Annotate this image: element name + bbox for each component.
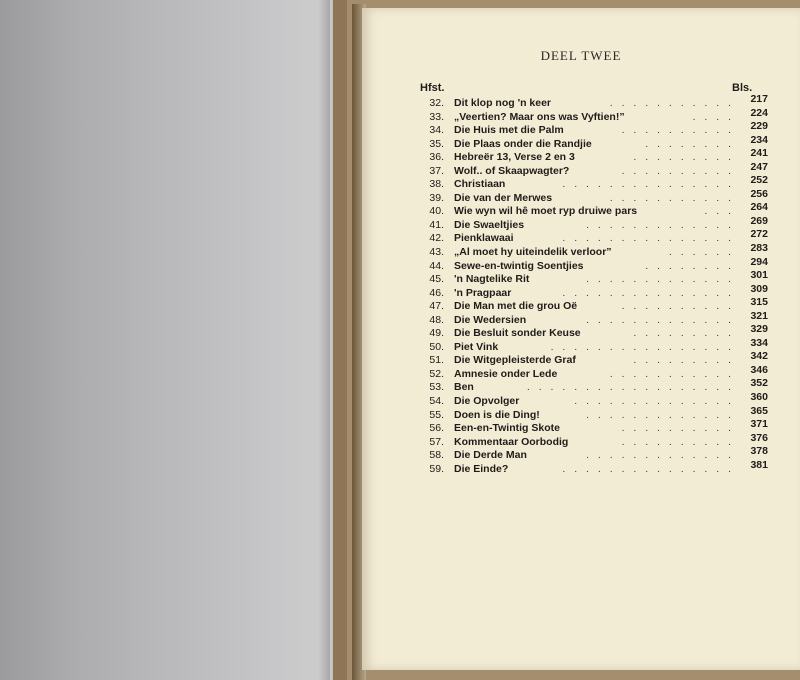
chapter-number: 51. — [429, 354, 444, 367]
page-number: 346 — [750, 363, 768, 376]
chapter-title: Ben — [454, 381, 474, 394]
chapter-title: Die Besluit sonder Keuse — [454, 327, 581, 340]
toc-entry — [418, 120, 768, 137]
chapter-title: Die Man met die grou Oë — [454, 300, 578, 313]
chapter-title: Sewe-en-twintig Soentjies — [454, 259, 584, 272]
chapter-title: Hebreër 13, Verse 2 en 3 — [454, 151, 575, 164]
page-number: 378 — [750, 445, 768, 458]
page-number: 229 — [750, 120, 768, 133]
toc-entry — [418, 242, 768, 259]
dot-leader: . . . — [704, 205, 734, 218]
page-number: 342 — [750, 350, 768, 363]
chapter-title: Die Huis met die Palm — [454, 124, 564, 137]
chapter-title: Een-en-Twintig Skote — [454, 422, 560, 435]
chapter-number: 34. — [429, 124, 444, 137]
page-column-header: Bls. — [732, 82, 753, 94]
page-number: 224 — [750, 106, 768, 119]
toc-entry — [418, 93, 768, 110]
toc-entry — [418, 228, 768, 245]
dot-leader: . . . . — [692, 110, 734, 123]
dot-leader: . . . . . . . . . . . . . . . — [562, 462, 734, 475]
chapter-number: 46. — [429, 286, 444, 299]
page-number: 352 — [750, 377, 768, 390]
toc-entry — [418, 106, 768, 124]
page-heading: DEEL TWEE — [540, 48, 622, 63]
toc-entry — [418, 418, 768, 435]
chapter-title: 'n Nagtelike Rit — [454, 273, 530, 286]
chapter-title: Die Einde? — [454, 462, 509, 475]
dot-leader: . . . . . . — [668, 246, 734, 259]
dot-leader: . . . . . . . . . . . . . — [586, 273, 734, 286]
chapter-title: Doen is die Ding! — [454, 408, 540, 421]
chapter-number: 40. — [429, 205, 444, 218]
chapter-title: Die Plaas onder die Randjie — [454, 137, 592, 150]
page-number: 371 — [750, 418, 768, 431]
page-number: 376 — [750, 431, 768, 444]
chapter-number: 43. — [429, 246, 444, 259]
toc-entry — [418, 391, 768, 408]
chapter-number: 33. — [429, 110, 444, 123]
toc-entry — [418, 187, 768, 205]
toc-entry — [418, 147, 768, 164]
dot-leader: . . . . . . . . . . . . . . . . — [550, 340, 734, 353]
page-number: 365 — [750, 404, 768, 417]
chapter-number: 35. — [429, 137, 444, 150]
chapter-title: 'n Pragpaar — [454, 286, 512, 299]
toc-entry — [418, 133, 768, 151]
page-number: 256 — [750, 187, 768, 200]
chapter-number: 54. — [429, 395, 444, 408]
chapter-number: 39. — [429, 191, 444, 204]
chapter-number: 45. — [429, 273, 444, 286]
chapter-number: 52. — [429, 367, 444, 380]
page-number: 234 — [750, 133, 768, 146]
dot-leader: . . . . . . . . . . . . . . . . . . — [526, 381, 734, 394]
chapter-number: 47. — [429, 300, 444, 313]
chapter-title: Die Wedersien — [454, 313, 527, 326]
dot-leader: . . . . . . . . . . . . . — [586, 408, 734, 421]
chapter-number: 53. — [429, 381, 444, 394]
chapter-number: 49. — [429, 327, 444, 340]
toc-entry — [418, 309, 768, 327]
toc-entry — [418, 255, 768, 273]
page-number: 283 — [750, 242, 768, 255]
page-number: 301 — [750, 269, 768, 282]
chapter-number: 32. — [429, 97, 444, 109]
toc-entry — [418, 296, 768, 313]
page-number: 381 — [750, 458, 768, 471]
chapter-title: Die Opvolger — [454, 395, 520, 408]
toc-entry — [418, 363, 768, 381]
chapter-title: Amnesie onder Lede — [454, 367, 558, 380]
chapter-title: Die Swaeltjies — [454, 218, 525, 231]
toc-entry — [418, 201, 768, 218]
page-number: 334 — [750, 336, 768, 349]
chapter-number: 59. — [429, 462, 444, 475]
dot-leader: . . . . . . . . . . . . . — [586, 449, 734, 462]
dot-leader: . . . . . . . . . . . — [609, 367, 734, 380]
page-number: 272 — [750, 228, 768, 241]
chapter-number: 55. — [429, 408, 444, 421]
chapter-title: Kommentaar Oorbodig — [454, 435, 569, 448]
page-number: 269 — [750, 214, 768, 227]
toc-entry — [418, 282, 768, 300]
dot-leader: . . . . . . . . . . . . . — [586, 313, 734, 326]
chapter-title: Piet Vink — [454, 340, 499, 353]
dot-leader: . . . . . . . . . . . — [609, 191, 734, 204]
dot-leader: . . . . . . . . — [645, 137, 734, 150]
toc-entry — [418, 431, 768, 449]
chapter-title: Wolf.. of Skaapwagter? — [454, 164, 570, 177]
chapter-number: 37. — [429, 164, 444, 177]
chapter-number: 42. — [429, 232, 444, 245]
toc-entry — [418, 174, 768, 191]
dot-leader: . . . . . . . . . . — [621, 422, 734, 435]
page-number: 247 — [750, 160, 768, 173]
dot-leader: . . . . . . . . . . — [621, 164, 734, 177]
toc-entry — [418, 350, 768, 367]
chapter-number: 38. — [429, 178, 444, 191]
toc-entry — [418, 269, 768, 286]
dot-leader: . . . . . . . . . . — [621, 435, 734, 448]
toc-entry — [418, 160, 768, 178]
page-number: 315 — [750, 296, 768, 309]
chapter-title: Wie wyn wil hê moet ryp druiwe pars — [454, 205, 638, 218]
page-number: 252 — [750, 174, 768, 187]
toc-entry — [418, 377, 768, 394]
chapter-title: Dit klop nog 'n keer — [454, 97, 552, 109]
dot-leader: . . . . . . . . . . . . . — [586, 218, 734, 231]
dot-leader: . . . . . . . . . . . — [609, 97, 734, 109]
table-of-contents — [418, 93, 768, 475]
dot-leader: . . . . . . . . . . . . . . — [574, 395, 734, 408]
chapter-title: „Veertien? Maar ons was Vyftien!” — [454, 110, 625, 123]
toc-entry — [418, 404, 768, 422]
contents-page — [362, 8, 800, 670]
dot-leader: . . . . . . . . . . — [621, 300, 734, 313]
page-number: 264 — [750, 201, 768, 214]
chapter-number: 48. — [429, 313, 444, 326]
chapter-number: 50. — [429, 340, 444, 353]
chapter-number: 58. — [429, 449, 444, 462]
chapter-column-header: Hfst. — [420, 82, 445, 94]
dot-leader: . . . . . . . . . — [633, 354, 734, 367]
dot-leader: . . . . . . . . . — [633, 151, 734, 164]
dot-leader: . . . . . . . . . . . . . . . — [562, 178, 734, 191]
page-number: 309 — [750, 282, 768, 295]
chapter-number: 36. — [429, 151, 444, 164]
toc-entry — [418, 323, 768, 340]
chapter-number: 41. — [429, 218, 444, 231]
page-number: 321 — [750, 309, 768, 322]
page-number: 217 — [750, 93, 768, 105]
chapter-number: 44. — [429, 259, 444, 272]
chapter-title: Die van der Merwes — [454, 191, 553, 204]
chapter-title: Die Derde Man — [454, 449, 527, 462]
chapter-number: 56. — [429, 422, 444, 435]
page-number: 241 — [750, 147, 768, 160]
dot-leader: . . . . . . . . . . — [621, 124, 734, 137]
chapter-title: Die Witgepleisterde Graf — [454, 354, 576, 367]
toc-entry — [418, 458, 768, 476]
chapter-title: „Al moet hy uiteindelik verloor” — [454, 246, 612, 259]
dot-leader: . . . . . . . . — [645, 259, 734, 272]
dot-leader: . . . . . . . . . — [633, 327, 734, 340]
chapter-title: Pienklawaai — [454, 232, 514, 245]
left-facing-page — [0, 0, 330, 680]
page-number: 360 — [750, 391, 768, 404]
toc-entry — [418, 336, 768, 354]
chapter-title: Christiaan — [454, 178, 506, 191]
chapter-number: 57. — [429, 435, 444, 448]
page-number: 329 — [750, 323, 768, 336]
dot-leader: . . . . . . . . . . . . . . . — [562, 232, 734, 245]
toc-entry — [418, 445, 768, 462]
page-number: 294 — [750, 255, 768, 268]
toc-entry — [418, 214, 768, 232]
dot-leader: . . . . . . . . . . . . . . . — [562, 286, 734, 299]
